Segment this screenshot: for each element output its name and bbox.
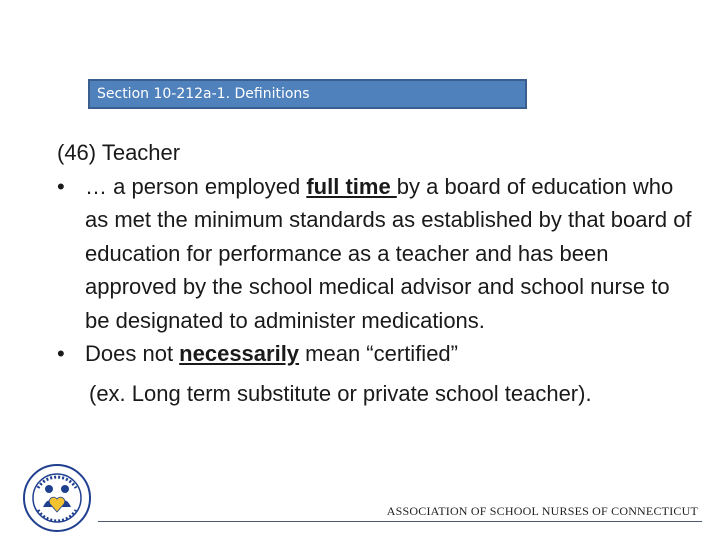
definition-heading: (46) Teacher — [57, 140, 181, 165]
bullet-text-end: mean “certified” — [299, 341, 458, 366]
footer-divider — [98, 521, 702, 522]
emphasis-full-time: full time — [306, 173, 397, 199]
footer-organization: ASSOCIATION OF SCHOOL NURSES OF CONNECTICUT — [386, 504, 698, 518]
section-title-bar — [88, 79, 527, 109]
emphasis-necessarily: necessarily — [179, 341, 300, 366]
bullet-text-start: … a person employed — [85, 173, 307, 199]
slide-content — [57, 136, 697, 410]
bullet-text-start: Does not — [85, 341, 180, 366]
certified-bullet — [57, 337, 697, 371]
bullet-text-end: by a board of education who as met the minimum standards as established by that board of education for performance as a teacher and has been approved by the school medical advisor and school nurse to be designated to administer medications. — [85, 173, 692, 333]
section-title: Section 10-212a-1. Definitions — [97, 86, 310, 102]
association-seal-icon — [16, 462, 98, 534]
example-note: (ex. Long term substitute or private school teacher). — [89, 380, 592, 406]
definition-bullet — [57, 170, 697, 338]
